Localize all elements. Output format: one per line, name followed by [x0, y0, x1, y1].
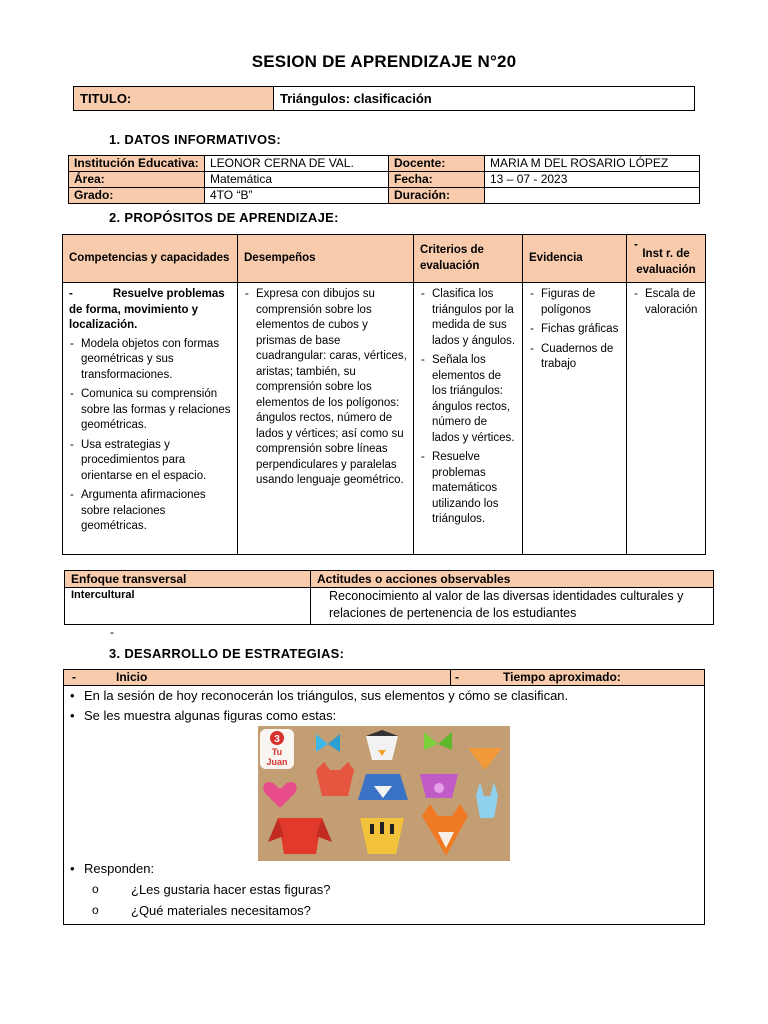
- datos-value: [485, 188, 700, 204]
- desempeno-item: - Expresa con dibujos su comprensión sobre los elementos de cubos y prismas de base cuadrangular: caras, vértices, aristas; también, su comprensión sobre los elementos de los polígonos: ángulos rectos, número de lados y vértices; así como su comprensión sobre líneas perpendiculares y paralelas usando lenguaje geométrico.: [244, 287, 407, 489]
- datos-value: Matemática: [205, 172, 389, 188]
- datos-label: Institución Educativa:: [69, 156, 205, 172]
- capacidades-list: [69, 337, 231, 535]
- datos-value: MARIA M DEL ROSARIO LÓPEZ: [485, 156, 700, 172]
- propositos-table: [62, 234, 706, 555]
- bullet-item: • En la sesión de hoy reconocerán los triángulos, sus elementos y cómo se clasifican.: [64, 686, 704, 706]
- inicio-header: - Inicio: [64, 670, 451, 686]
- datos-label: Área:: [69, 172, 205, 188]
- datos-value: 4TO “B”: [205, 188, 389, 204]
- desarrollo-heading: 3. DESARROLLO DE ESTRATEGIAS:: [109, 646, 345, 661]
- col-header: Desempeños: [238, 235, 414, 283]
- instrumento-item: - Escala de valoración: [633, 287, 699, 318]
- titulo-label: TITULO:: [74, 87, 274, 111]
- sub-item: o ¿Qué materiales necesitamos?: [64, 900, 704, 921]
- datos-heading: 1. DATOS INFORMATIVOS:: [109, 132, 281, 147]
- competencias-cell: [63, 283, 238, 555]
- enfoque-table: [64, 570, 714, 625]
- evidencia-item: - Cuadernos de trabajo: [529, 342, 620, 373]
- col-header-label: Inst r. de evaluación: [636, 248, 696, 276]
- dash-mark: -: [110, 625, 114, 639]
- capacidad-item: - Argumenta afirmaciones sobre relaciones geométricas.: [69, 488, 231, 535]
- datos-label: Grado:: [69, 188, 205, 204]
- tiempo-header: - Tiempo aproximado:: [451, 670, 705, 686]
- datos-label: Docente:: [389, 156, 485, 172]
- titulo-value: Triángulos: clasificación: [274, 87, 695, 111]
- criterio-item: - Señala los elementos de los triángulos: ángulos rectos, número de lados y vértices.: [420, 353, 516, 446]
- bullet-item: • Responden:: [64, 859, 704, 879]
- sub-item: o ¿Les gustaria hacer estas figuras?: [64, 879, 704, 900]
- origami-red-dog: [278, 818, 322, 854]
- capacidad-item: - Comunica su comprensión sobre las formas y relaciones geométricas.: [69, 387, 231, 434]
- propositos-heading: 2. PROPÓSITOS DE APRENDIZAJE:: [109, 210, 339, 225]
- col-header-instrumento: - Inst r. de evaluación: [627, 235, 706, 283]
- origami-figures-image: [258, 726, 510, 861]
- tiempo-label: Tiempo aproximado:: [503, 670, 621, 684]
- col-header: Evidencia: [523, 235, 627, 283]
- datos-label: Duración:: [389, 188, 485, 204]
- badge-number: 3: [274, 734, 280, 745]
- datos-label: Fecha:: [389, 172, 485, 188]
- enfoque-value: Intercultural: [65, 588, 311, 625]
- actitud-value: Reconocimiento al valor de las diversas identidades culturales y relaciones de pertenencia de los estudiantes: [311, 588, 714, 625]
- criterio-item: - Clasifica los triángulos por la medida de sus lados y ángulos.: [420, 287, 516, 349]
- badge-line1: Tu: [271, 747, 283, 757]
- document-title: SESION DE APRENDIZAJE N°20: [251, 52, 517, 71]
- criterios-cell: [414, 283, 523, 555]
- instrumento-cell: [627, 283, 706, 555]
- competencia-title: - Resuelve problemas de forma, movimiento y localización.: [69, 288, 225, 331]
- capacidad-item: - Modela objetos con formas geométricas y sus transformaciones.: [69, 337, 231, 384]
- criterio-item: - Resuelve problemas matemáticos utilizando los triángulos.: [420, 450, 516, 528]
- origami-red-cat: [316, 770, 354, 796]
- enfoque-header: Enfoque transversal: [65, 571, 311, 588]
- channel-badge: [260, 729, 294, 769]
- bullet-item: • Se les muestra algunas figuras como estas:: [64, 706, 704, 726]
- desempenos-cell: [238, 283, 414, 555]
- datos-value: 13 – 07 - 2023: [485, 172, 700, 188]
- col-header: Competencias y capacidades: [63, 235, 238, 283]
- inicio-label: Inicio: [116, 670, 148, 684]
- datos-value: LEONOR CERNA DE VAL.: [205, 156, 389, 172]
- datos-table: [68, 155, 700, 204]
- capacidad-item: - Usa estrategias y procedimientos para orientarse en el espacio.: [69, 438, 231, 485]
- evidencia-cell: [523, 283, 627, 555]
- evidencia-item: - Figuras de polígonos: [529, 287, 620, 318]
- evidencia-item: - Fichas gráficas: [529, 322, 620, 338]
- title-table: [73, 86, 695, 111]
- badge-line2: Juan: [266, 757, 288, 767]
- col-header: Criterios de evaluación: [414, 235, 523, 283]
- actitudes-header: Actitudes o acciones observables: [311, 571, 714, 588]
